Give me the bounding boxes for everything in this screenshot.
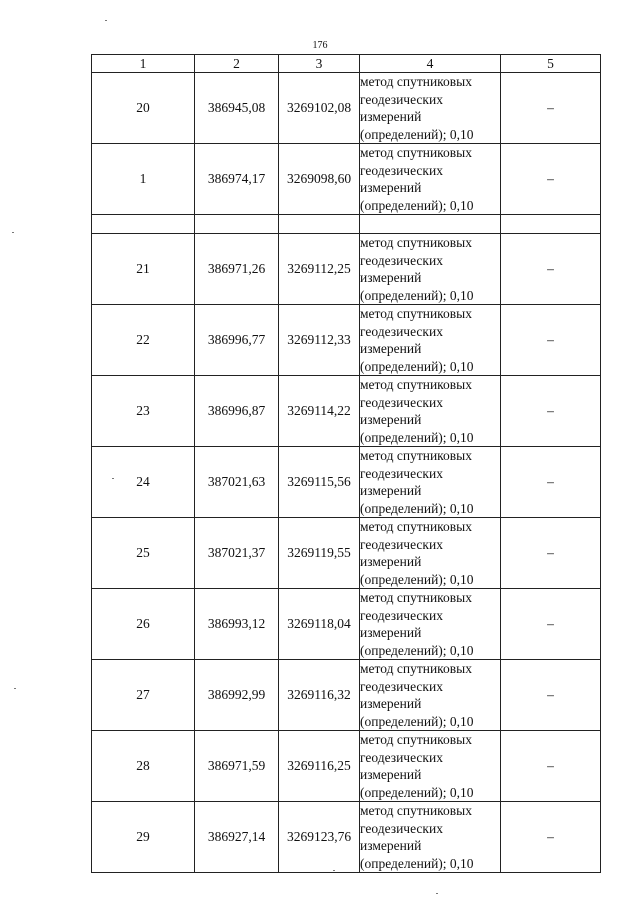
header-col-2: 2 xyxy=(195,55,279,73)
x-coordinate-cell: 387021,37 xyxy=(195,518,279,589)
point-number-cell: 23 xyxy=(92,376,195,447)
y-coordinate-cell: 3269119,55 xyxy=(279,518,360,589)
method-cell xyxy=(360,144,501,215)
method-line: (определений); 0,10 xyxy=(360,126,474,142)
empty-cell xyxy=(195,215,279,234)
method-line: измерений xyxy=(360,554,422,569)
header-col-1: 1 xyxy=(92,55,195,73)
method-line: метод спутниковых xyxy=(360,590,472,605)
method-cell xyxy=(360,376,501,447)
method-line: геодезических xyxy=(360,678,443,694)
method-line: (определений); 0,10 xyxy=(360,784,474,800)
method-cell xyxy=(360,305,501,376)
table-row xyxy=(92,144,601,215)
point-number-cell: 21 xyxy=(92,234,195,305)
column-5-cell: – xyxy=(501,802,601,873)
column-5-cell: – xyxy=(501,731,601,802)
point-number-cell: 24 xyxy=(92,447,195,518)
empty-cell xyxy=(92,215,195,234)
method-line: измерений xyxy=(360,412,422,427)
method-line: метод спутниковых xyxy=(360,448,472,463)
method-line: метод спутниковых xyxy=(360,803,472,818)
table-row xyxy=(92,234,601,305)
column-5-cell: – xyxy=(501,589,601,660)
method-line: измерений xyxy=(360,483,422,498)
coordinates-table xyxy=(91,54,601,873)
method-line: (определений); 0,10 xyxy=(360,429,474,445)
method-cell xyxy=(360,589,501,660)
scan-speck xyxy=(14,688,16,689)
method-cell xyxy=(360,73,501,144)
method-line: измерений xyxy=(360,180,422,195)
table-row xyxy=(92,376,601,447)
point-number-cell: 22 xyxy=(92,305,195,376)
method-line: геодезических xyxy=(360,91,443,107)
table-row xyxy=(92,447,601,518)
method-line: (определений); 0,10 xyxy=(360,571,474,587)
table-row xyxy=(92,589,601,660)
method-line: измерений xyxy=(360,767,422,782)
method-line: (определений); 0,10 xyxy=(360,713,474,729)
column-5-cell: – xyxy=(501,660,601,731)
method-line: (определений); 0,10 xyxy=(360,358,474,374)
method-line: геодезических xyxy=(360,162,443,178)
y-coordinate-cell: 3269114,22 xyxy=(279,376,360,447)
method-line: измерений xyxy=(360,341,422,356)
table-row xyxy=(92,518,601,589)
table-row xyxy=(92,305,601,376)
x-coordinate-cell: 386971,26 xyxy=(195,234,279,305)
header-col-5: 5 xyxy=(501,55,601,73)
scan-speck xyxy=(333,870,335,871)
column-5-cell: – xyxy=(501,305,601,376)
y-coordinate-cell: 3269102,08 xyxy=(279,73,360,144)
x-coordinate-cell: 386974,17 xyxy=(195,144,279,215)
method-cell xyxy=(360,518,501,589)
method-line: геодезических xyxy=(360,323,443,339)
column-5-cell: – xyxy=(501,144,601,215)
method-line: метод спутниковых xyxy=(360,519,472,534)
method-line: (определений); 0,10 xyxy=(360,855,474,871)
method-line: измерений xyxy=(360,270,422,285)
method-cell xyxy=(360,447,501,518)
method-line: геодезических xyxy=(360,465,443,481)
method-cell xyxy=(360,234,501,305)
scan-speck xyxy=(12,232,14,233)
method-line: геодезических xyxy=(360,252,443,268)
method-line: измерений xyxy=(360,838,422,853)
empty-cell xyxy=(360,215,501,234)
method-line: геодезических xyxy=(360,536,443,552)
scan-speck xyxy=(105,20,107,21)
table-row xyxy=(92,802,601,873)
point-number-cell: 27 xyxy=(92,660,195,731)
point-number-cell: 25 xyxy=(92,518,195,589)
table-row xyxy=(92,73,601,144)
table-header-row xyxy=(92,55,601,73)
x-coordinate-cell: 386927,14 xyxy=(195,802,279,873)
x-coordinate-cell: 386993,12 xyxy=(195,589,279,660)
table-row xyxy=(92,660,601,731)
point-number-cell: 26 xyxy=(92,589,195,660)
method-line: геодезических xyxy=(360,394,443,410)
x-coordinate-cell: 386971,59 xyxy=(195,731,279,802)
column-5-cell: – xyxy=(501,234,601,305)
column-5-cell: – xyxy=(501,73,601,144)
method-line: метод спутниковых xyxy=(360,235,472,250)
y-coordinate-cell: 3269115,56 xyxy=(279,447,360,518)
method-line: измерений xyxy=(360,696,422,711)
point-number-cell: 20 xyxy=(92,73,195,144)
y-coordinate-cell: 3269118,04 xyxy=(279,589,360,660)
header-col-4: 4 xyxy=(360,55,501,73)
x-coordinate-cell: 386992,99 xyxy=(195,660,279,731)
method-line: (определений); 0,10 xyxy=(360,500,474,516)
y-coordinate-cell: 3269112,25 xyxy=(279,234,360,305)
y-coordinate-cell: 3269116,32 xyxy=(279,660,360,731)
point-number-cell: 28 xyxy=(92,731,195,802)
x-coordinate-cell: 386996,77 xyxy=(195,305,279,376)
scan-speck xyxy=(436,893,438,894)
method-line: геодезических xyxy=(360,749,443,765)
x-coordinate-cell: 386945,08 xyxy=(195,73,279,144)
method-line: измерений xyxy=(360,109,422,124)
point-number-cell: 29 xyxy=(92,802,195,873)
method-line: геодезических xyxy=(360,820,443,836)
table-row xyxy=(92,731,601,802)
method-line: измерений xyxy=(360,625,422,640)
method-line: метод спутниковых xyxy=(360,377,472,392)
method-line: метод спутниковых xyxy=(360,74,472,89)
x-coordinate-cell: 387021,63 xyxy=(195,447,279,518)
method-line: геодезических xyxy=(360,607,443,623)
method-cell xyxy=(360,660,501,731)
empty-cell xyxy=(279,215,360,234)
method-line: (определений); 0,10 xyxy=(360,197,474,213)
column-5-cell: – xyxy=(501,376,601,447)
column-5-cell: – xyxy=(501,518,601,589)
scan-speck xyxy=(112,478,114,479)
method-cell xyxy=(360,802,501,873)
method-cell xyxy=(360,731,501,802)
spacer-row xyxy=(92,215,601,234)
method-line: метод спутниковых xyxy=(360,145,472,160)
empty-cell xyxy=(501,215,601,234)
method-line: (определений); 0,10 xyxy=(360,642,474,658)
y-coordinate-cell: 3269112,33 xyxy=(279,305,360,376)
y-coordinate-cell: 3269116,25 xyxy=(279,731,360,802)
method-line: метод спутниковых xyxy=(360,661,472,676)
method-line: метод спутниковых xyxy=(360,306,472,321)
column-5-cell: – xyxy=(501,447,601,518)
y-coordinate-cell: 3269123,76 xyxy=(279,802,360,873)
header-col-3: 3 xyxy=(279,55,360,73)
point-number-cell: 1 xyxy=(92,144,195,215)
x-coordinate-cell: 386996,87 xyxy=(195,376,279,447)
method-line: метод спутниковых xyxy=(360,732,472,747)
method-line: (определений); 0,10 xyxy=(360,287,474,303)
page-number: 176 xyxy=(312,40,328,51)
y-coordinate-cell: 3269098,60 xyxy=(279,144,360,215)
